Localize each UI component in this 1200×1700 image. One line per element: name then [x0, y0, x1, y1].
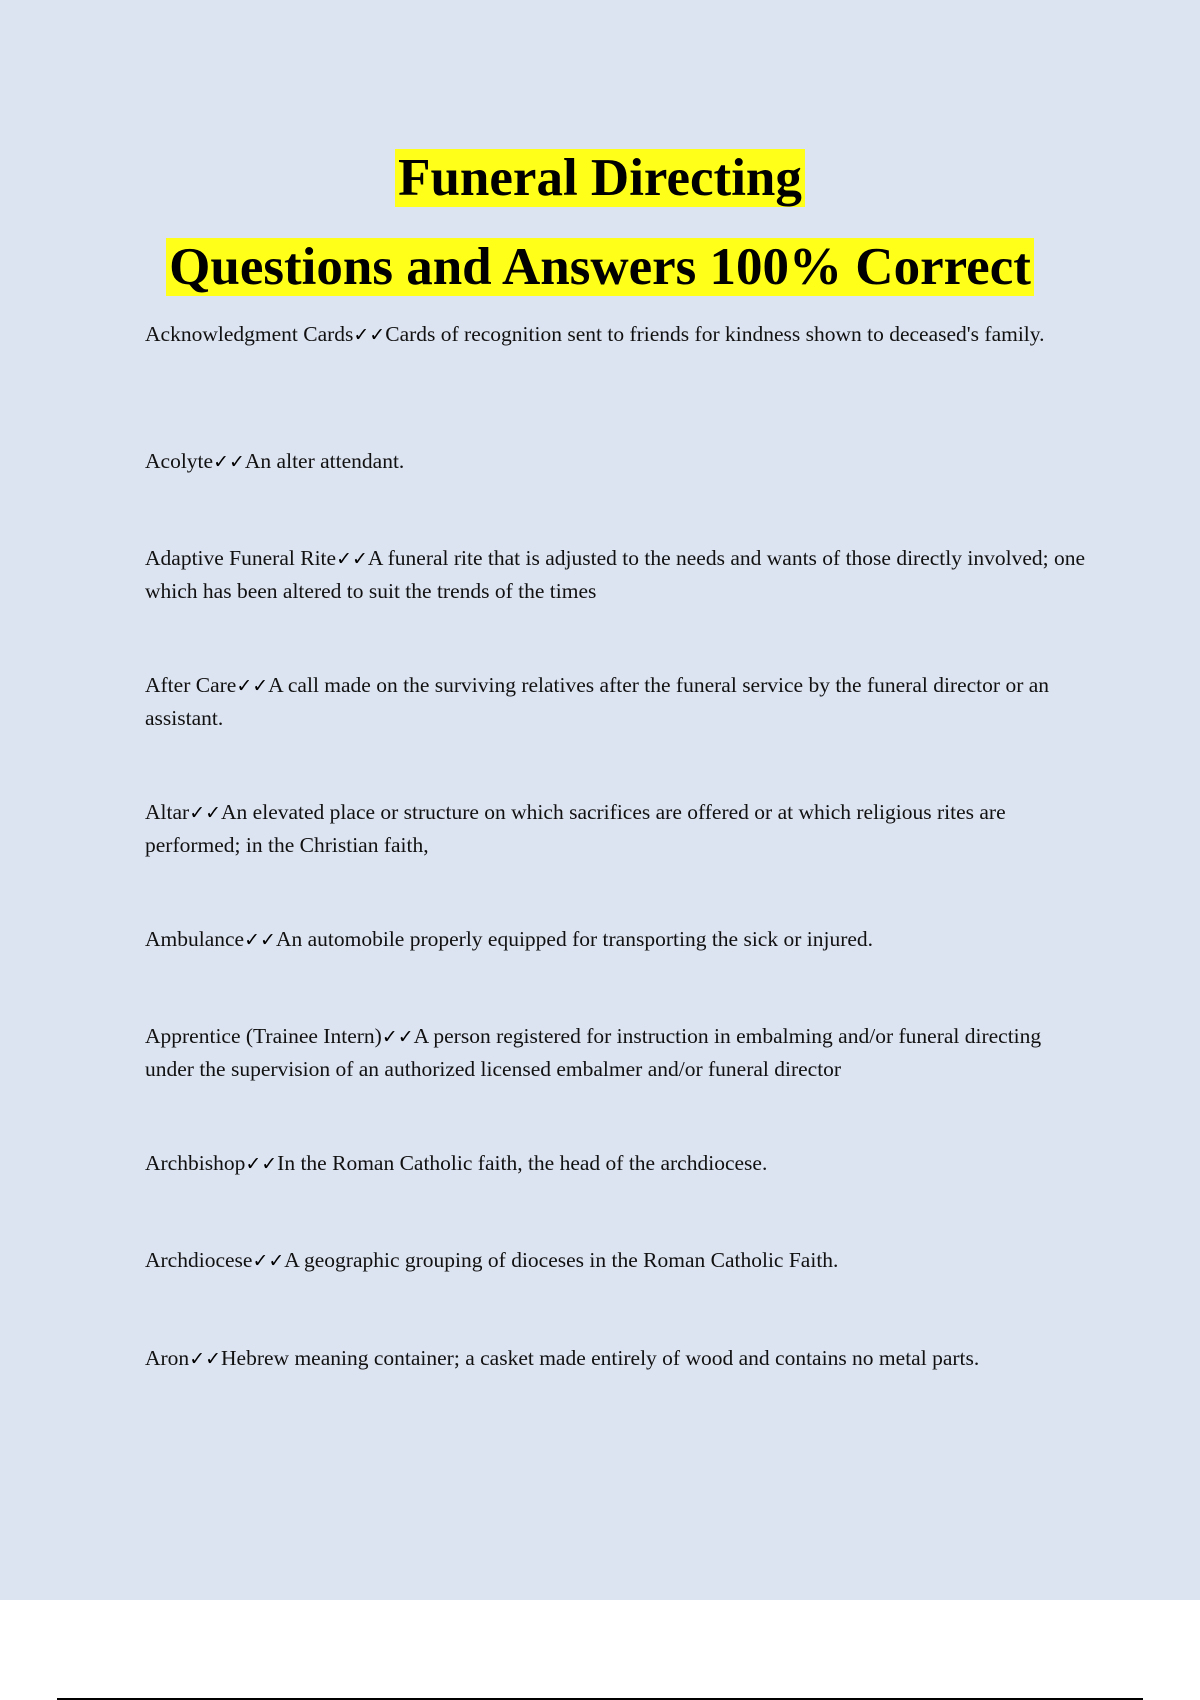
- entry-definition: An automobile properly equipped for transporting the sick or injured.: [275, 927, 874, 951]
- entry-definition: An elevated place or structure on which sacrifices are offered or at which religious rites are performed; in the Christian faith,: [145, 800, 1006, 857]
- title-line-2: [0, 237, 1200, 298]
- entry-definition: A funeral rite that is adjusted to the needs and wants of those directly involved; one which has been altered to suit the trends of the times: [145, 546, 1086, 603]
- entry-term: Apprentice (Trainee Intern): [145, 1024, 382, 1048]
- check-icon: ✓✓: [189, 802, 222, 824]
- list-item: [145, 445, 1095, 478]
- entry-term: Archbishop: [145, 1151, 246, 1175]
- check-icon: ✓✓: [245, 1153, 278, 1175]
- list-item: [145, 1020, 1095, 1085]
- entry-term: Altar: [145, 800, 190, 824]
- document-subtitle: Questions and Answers 100% Correct: [166, 238, 1034, 296]
- list-item: [145, 669, 1095, 734]
- entry-term: Adaptive Funeral Rite: [145, 546, 337, 570]
- entry-term: Acknowledgment Cards: [145, 322, 354, 346]
- list-item: [145, 1342, 1095, 1375]
- check-icon: ✓✓: [252, 1250, 285, 1272]
- list-item: [145, 1147, 1095, 1180]
- entry-definition: In the Roman Catholic faith, the head of the archdiocese.: [277, 1151, 768, 1175]
- list-item: [145, 542, 1095, 607]
- entry-term: After Care: [145, 673, 237, 697]
- list-item: [145, 318, 1095, 351]
- check-icon: ✓✓: [213, 451, 245, 473]
- check-icon: ✓✓: [236, 675, 269, 697]
- check-icon: ✓✓: [336, 548, 368, 570]
- check-icon: ✓✓: [381, 1026, 414, 1048]
- entry-term: Ambulance: [145, 927, 245, 951]
- list-item: [145, 923, 1095, 956]
- check-icon: ✓✓: [244, 929, 276, 951]
- entry-definition: Cards of recognition sent to friends for kindness shown to deceased's family.: [385, 322, 1045, 346]
- title-block: [0, 148, 1200, 298]
- check-icon: ✓✓: [353, 324, 386, 346]
- list-item: [145, 1244, 1095, 1277]
- title-line-1: [0, 148, 1200, 209]
- document-title: Funeral Directing: [395, 149, 805, 207]
- entry-term: Aron: [145, 1346, 190, 1370]
- entry-definition: Hebrew meaning container; a casket made entirely of wood and contains no metal parts.: [221, 1346, 980, 1370]
- entry-definition: A person registered for instruction in embalming and/or funeral directing under the supervision of an authorized licensed embalmer and/or funeral director: [145, 1024, 1042, 1081]
- check-icon: ✓✓: [189, 1348, 222, 1370]
- entry-definition: An alter attendant.: [244, 449, 405, 473]
- list-item: [145, 796, 1095, 861]
- entry-term: Acolyte: [145, 449, 214, 473]
- entry-definition: A call made on the surviving relatives after the funeral service by the funeral director or an assistant.: [145, 673, 1050, 730]
- entry-term: Archdiocese: [145, 1248, 253, 1272]
- entry-definition: A geographic grouping of dioceses in the Roman Catholic Faith.: [284, 1248, 839, 1272]
- page-footer: [0, 1600, 1200, 1700]
